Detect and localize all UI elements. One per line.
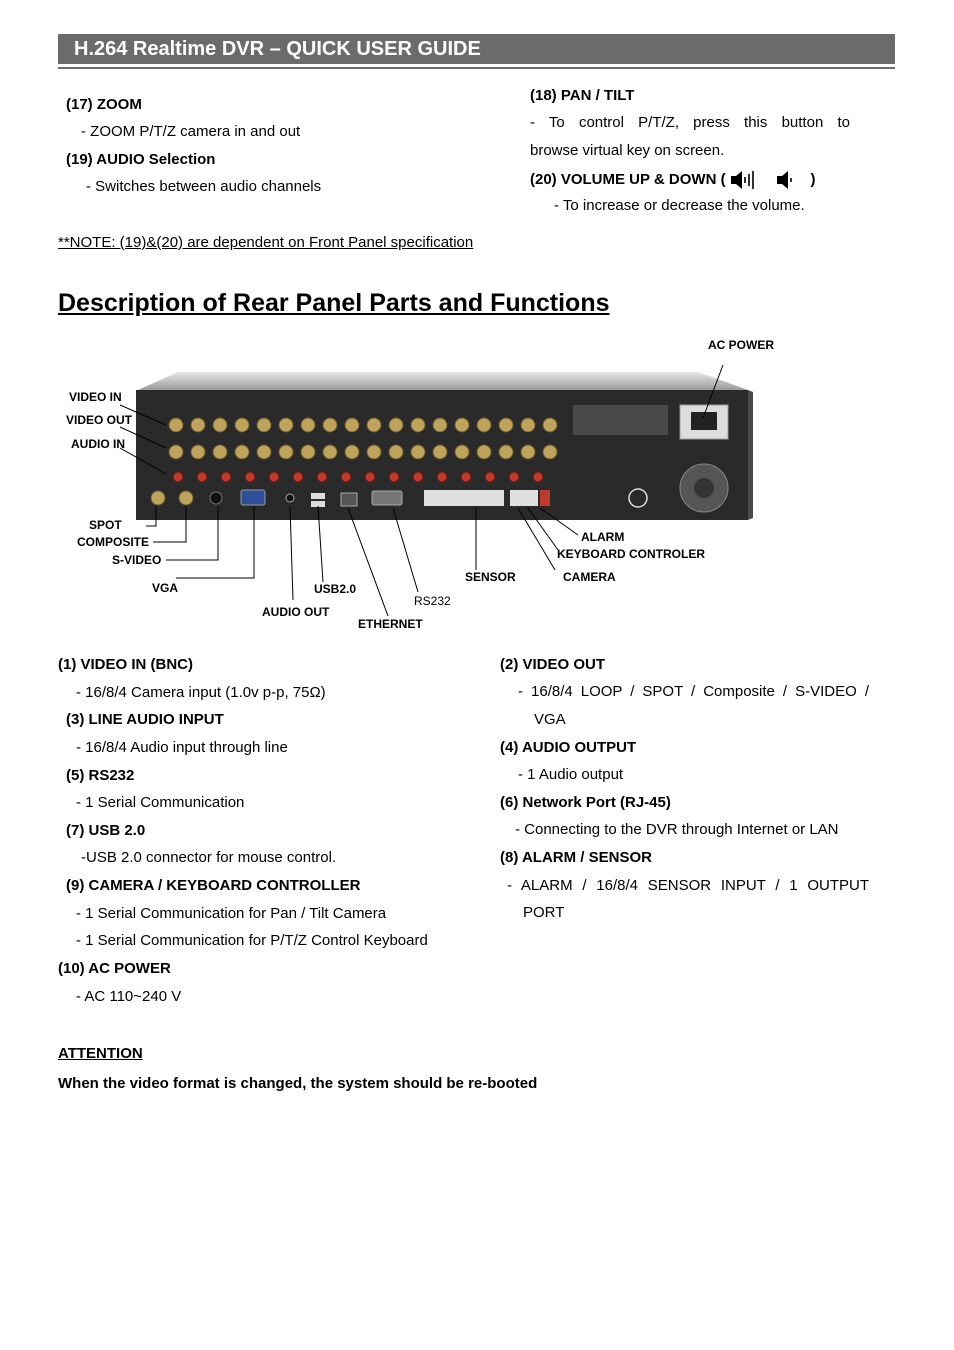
- audio-selection-desc: - Switches between audio channels: [86, 178, 322, 195]
- label-camera: CAMERA: [563, 570, 616, 584]
- label-video-in: VIDEO IN: [69, 390, 122, 404]
- pan-tilt-desc-1: - To control P/T/Z, press this button to: [530, 114, 850, 131]
- video-out-desc-1: - 16/8/4 LOOP / SPOT / Composite / S-VIDEO /: [518, 683, 869, 700]
- usb-desc: -USB 2.0 connector for mouse control.: [81, 849, 337, 866]
- line-audio-title: (3) LINE AUDIO INPUT: [66, 711, 224, 728]
- header-title: H.264 Realtime DVR – QUICK USER GUIDE: [74, 38, 481, 60]
- label-audio-in: AUDIO IN: [71, 437, 125, 451]
- line-audio-desc: - 16/8/4 Audio input through line: [76, 739, 288, 756]
- ac-power-desc: - AC 110~240 V: [76, 988, 182, 1005]
- zoom-title: (17) ZOOM: [66, 96, 142, 113]
- label-rs232: RS232: [414, 594, 451, 608]
- volume-down-icon: [776, 169, 796, 191]
- page-header: [58, 34, 895, 64]
- section-title: Description of Rear Panel Parts and Functions: [58, 289, 610, 317]
- alarm-sensor-desc-1: - ALARM / 16/8/4 SENSOR INPUT / 1 OUTPUT: [507, 877, 869, 894]
- label-vga: VGA: [152, 581, 179, 595]
- label-audio-out: AUDIO OUT: [262, 605, 330, 619]
- label-s-video: S-VIDEO: [112, 553, 162, 567]
- rs232-desc: - 1 Serial Communication: [76, 794, 245, 811]
- usb-title: (7) USB 2.0: [66, 822, 146, 839]
- audio-output-title: (4) AUDIO OUTPUT: [500, 739, 637, 756]
- audio-selection-title: (19) AUDIO Selection: [66, 151, 216, 168]
- label-spot: SPOT: [89, 518, 122, 532]
- rs232-title: (5) RS232: [66, 767, 135, 784]
- label-ethernet: ETHERNET: [358, 617, 423, 631]
- alarm-sensor-desc-2: PORT: [523, 904, 565, 921]
- label-keyboard-controler: KEYBOARD CONTROLER: [557, 547, 706, 561]
- video-in-title: (1) VIDEO IN (BNC): [58, 656, 193, 673]
- volume-desc: - To increase or decrease the volume.: [554, 197, 805, 214]
- network-port-desc: - Connecting to the DVR through Internet or LAN: [515, 821, 839, 838]
- header-divider: [58, 67, 895, 69]
- network-port-title: (6) Network Port (RJ-45): [500, 794, 671, 811]
- label-video-out: VIDEO OUT: [66, 413, 133, 427]
- zoom-desc: - ZOOM P/T/Z camera in and out: [81, 123, 301, 140]
- note-text: **NOTE: (19)&(20) are dependent on Front Panel specification: [58, 234, 474, 251]
- attention-text: When the video format is changed, the system should be re-booted: [58, 1075, 538, 1092]
- pan-tilt-title: (18) PAN / TILT: [530, 87, 635, 104]
- camera-keyboard-title: (9) CAMERA / KEYBOARD CONTROLLER: [66, 877, 361, 894]
- camera-keyboard-desc-1: - 1 Serial Communication for Pan / Tilt Camera: [76, 905, 387, 922]
- audio-output-desc: - 1 Audio output: [518, 766, 624, 783]
- pan-tilt-desc-2: browse virtual key on screen.: [530, 142, 725, 159]
- label-usb: USB2.0: [314, 582, 357, 596]
- volume-up-icon: [730, 169, 756, 191]
- volume-title-suffix: ): [810, 170, 816, 188]
- video-in-desc: - 16/8/4 Camera input (1.0v p-p, 75Ω): [76, 684, 326, 701]
- ac-power-title: (10) AC POWER: [58, 960, 171, 977]
- video-out-title: (2) VIDEO OUT: [500, 656, 606, 673]
- video-out-desc-2: VGA: [534, 711, 566, 728]
- label-alarm: ALARM: [581, 530, 625, 544]
- label-sensor: SENSOR: [465, 570, 516, 584]
- label-ac-power: AC POWER: [708, 338, 774, 352]
- volume-title: [530, 169, 815, 191]
- volume-title-prefix: (20) VOLUME UP & DOWN (: [530, 170, 726, 188]
- label-composite: COMPOSITE: [77, 535, 150, 549]
- alarm-sensor-title: (8) ALARM / SENSOR: [500, 849, 652, 866]
- attention-title: ATTENTION: [58, 1045, 143, 1062]
- camera-keyboard-desc-2: - 1 Serial Communication for P/T/Z Control Keyboard: [76, 932, 428, 949]
